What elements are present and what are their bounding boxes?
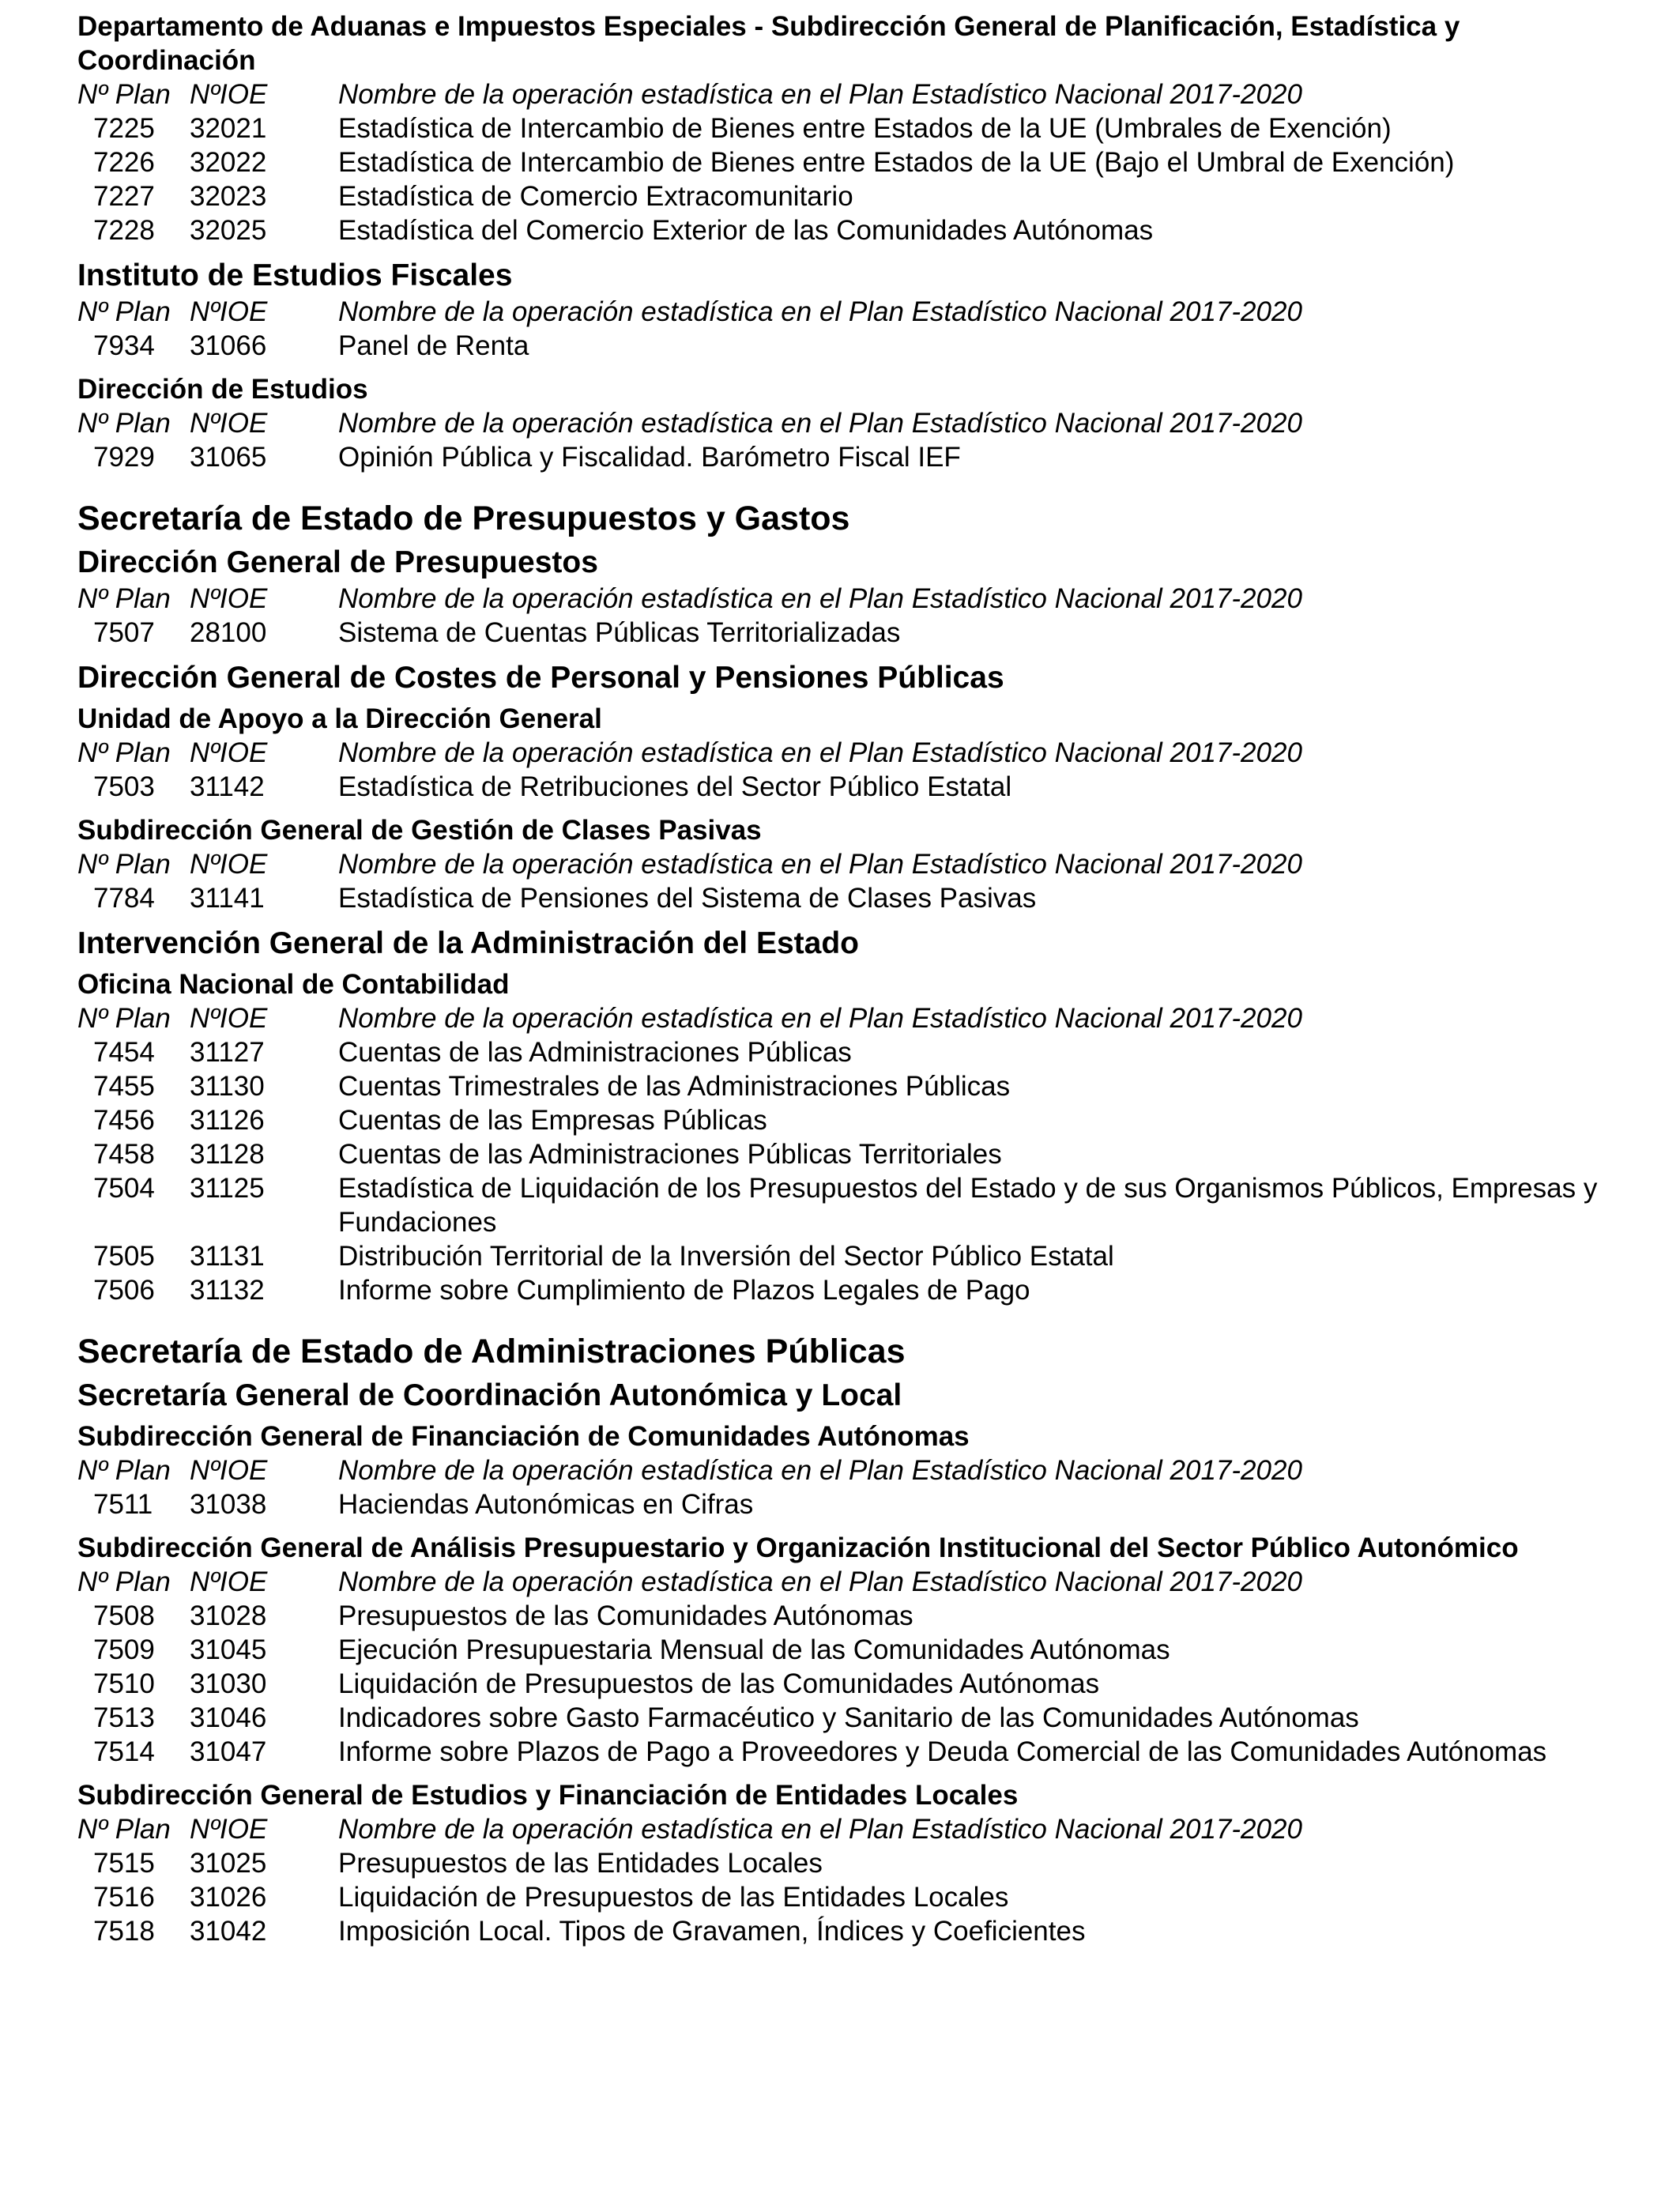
column-header-row xyxy=(77,1565,1626,1599)
ioe-number: 31038 xyxy=(190,1489,267,1520)
table-row xyxy=(77,1137,1626,1171)
ioe-number: 31025 xyxy=(190,1848,267,1879)
plan-number: 7515 xyxy=(93,1848,155,1879)
operation-name: Panel de Renta xyxy=(338,330,529,361)
operations-table xyxy=(77,1001,1626,1307)
table-row xyxy=(77,1846,1626,1880)
operation-name: Estadística de Liquidación de los Presupuestos del Estado y de sus Organismos Públicos, Empresas y Fundaciones xyxy=(338,1173,1598,1238)
table-row xyxy=(77,1487,1626,1521)
operations-table xyxy=(77,847,1626,915)
column-header-name: Nombre de la operación estadística en el Plan Estadístico Nacional 2017-2020 xyxy=(338,79,1302,110)
operation-name: Estadística de Pensiones del Sistema de Clases Pasivas xyxy=(338,883,1037,914)
plan-number: 7511 xyxy=(93,1489,153,1520)
ioe-number: 28100 xyxy=(190,617,267,648)
operation-name: Presupuestos de las Entidades Locales xyxy=(338,1848,823,1879)
operation-name: Ejecución Presupuestaria Mensual de las Comunidades Autónomas xyxy=(338,1634,1170,1665)
table-row xyxy=(77,1069,1626,1103)
ioe-number: 31126 xyxy=(190,1105,265,1136)
operations-table xyxy=(77,736,1626,804)
table-row xyxy=(77,1701,1626,1735)
column-header-name: Nombre de la operación estadística en el Plan Estadístico Nacional 2017-2020 xyxy=(338,1455,1302,1486)
table-row xyxy=(77,1914,1626,1948)
operation-name: Cuentas de las Empresas Públicas xyxy=(338,1105,767,1136)
section-heading-level-2: Dirección General de Costes de Personal y Pensiones Públicas xyxy=(77,661,1004,695)
operation-name: Opinión Pública y Fiscalidad. Barómetro Fiscal IEF xyxy=(338,442,961,473)
ioe-number: 31130 xyxy=(190,1071,265,1102)
column-header-row xyxy=(77,1001,1626,1035)
section-heading-level-2: Instituto de Estudios Fiscales xyxy=(77,258,513,292)
section-heading-level-3: Dirección de Estudios xyxy=(77,374,368,405)
operations-table xyxy=(77,295,1626,363)
operations-table xyxy=(77,406,1626,474)
plan-number: 7518 xyxy=(93,1916,155,1947)
ioe-number: 32022 xyxy=(190,147,267,178)
column-header-ioe: NºIOE xyxy=(190,296,268,327)
ioe-number: 31132 xyxy=(190,1275,265,1306)
plan-number: 7505 xyxy=(93,1241,155,1272)
operation-name: Cuentas de las Administraciones Públicas Territoriales xyxy=(338,1139,1002,1170)
plan-number: 7934 xyxy=(93,330,155,361)
column-header-ioe: NºIOE xyxy=(190,1455,268,1486)
operations-table xyxy=(77,582,1626,650)
column-header-name: Nombre de la operación estadística en el Plan Estadístico Nacional 2017-2020 xyxy=(338,849,1302,880)
column-header-row xyxy=(77,736,1626,770)
operation-name: Liquidación de Presupuestos de las Entidades Locales xyxy=(338,1882,1009,1913)
table-row xyxy=(77,881,1626,915)
column-header-ioe: NºIOE xyxy=(190,849,268,880)
plan-number: 7504 xyxy=(93,1173,155,1204)
column-header-row xyxy=(77,295,1626,329)
ioe-number: 32021 xyxy=(190,113,267,144)
column-header-row xyxy=(77,847,1626,881)
column-header-ioe: NºIOE xyxy=(190,737,268,768)
ioe-number: 31046 xyxy=(190,1702,267,1733)
operation-name: Cuentas Trimestrales de las Administraciones Públicas xyxy=(338,1071,1011,1102)
ioe-number: 31042 xyxy=(190,1916,267,1947)
table-row xyxy=(77,1633,1626,1667)
operation-name: Informe sobre Cumplimiento de Plazos Legales de Pago xyxy=(338,1275,1030,1306)
column-header-plan: Nº Plan xyxy=(77,408,171,439)
ioe-number: 31028 xyxy=(190,1600,267,1631)
column-header-plan: Nº Plan xyxy=(77,1455,171,1486)
section-heading-level-3: Unidad de Apoyo a la Dirección General xyxy=(77,703,602,734)
column-header-row xyxy=(77,406,1626,440)
column-header-plan: Nº Plan xyxy=(77,583,171,614)
plan-number: 7508 xyxy=(93,1600,155,1631)
operations-table xyxy=(77,77,1626,247)
column-header-name: Nombre de la operación estadística en el Plan Estadístico Nacional 2017-2020 xyxy=(338,296,1302,327)
column-header-plan: Nº Plan xyxy=(77,737,171,768)
table-row xyxy=(77,213,1626,247)
column-header-name: Nombre de la operación estadística en el Plan Estadístico Nacional 2017-2020 xyxy=(338,408,1302,439)
section-heading-level-3: Subdirección General de Análisis Presupuestario y Organización Institucional del Sector Público Autonómico xyxy=(77,1532,1519,1563)
ioe-number: 31065 xyxy=(190,442,267,473)
operation-name: Informe sobre Plazos de Pago a Proveedores y Deuda Comercial de las Comunidades Autónomas xyxy=(338,1736,1547,1767)
operation-name: Distribución Territorial de la Inversión del Sector Público Estatal xyxy=(338,1241,1114,1272)
column-header-plan: Nº Plan xyxy=(77,849,171,880)
operation-name: Indicadores sobre Gasto Farmacéutico y Sanitario de las Comunidades Autónomas xyxy=(338,1702,1359,1733)
operations-table xyxy=(77,1812,1626,1948)
column-header-plan: Nº Plan xyxy=(77,1814,171,1845)
plan-number: 7227 xyxy=(93,181,155,212)
document-page xyxy=(77,9,1626,1948)
table-row xyxy=(77,1273,1626,1307)
operation-name: Imposición Local. Tipos de Gravamen, Índices y Coeficientes xyxy=(338,1916,1086,1947)
column-header-row xyxy=(77,1812,1626,1846)
table-row xyxy=(77,1667,1626,1701)
table-row xyxy=(77,616,1626,650)
operations-table xyxy=(77,1565,1626,1769)
column-header-row xyxy=(77,1453,1626,1487)
plan-number: 7225 xyxy=(93,113,155,144)
ioe-number: 31026 xyxy=(190,1882,267,1913)
plan-number: 7506 xyxy=(93,1275,155,1306)
ioe-number: 31045 xyxy=(190,1634,267,1665)
plan-number: 7454 xyxy=(93,1037,155,1068)
ioe-number: 31030 xyxy=(190,1668,267,1699)
column-header-plan: Nº Plan xyxy=(77,296,171,327)
operation-name: Sistema de Cuentas Públicas Territorializadas xyxy=(338,617,901,648)
column-header-ioe: NºIOE xyxy=(190,1814,268,1845)
plan-number: 7784 xyxy=(93,883,155,914)
section-heading-level-3: Subdirección General de Gestión de Clases Pasivas xyxy=(77,815,762,846)
section-heading-level-1: Secretaría de Estado de Presupuestos y Gastos xyxy=(77,499,850,537)
column-header-ioe: NºIOE xyxy=(190,79,268,110)
plan-number: 7516 xyxy=(93,1882,155,1913)
ioe-number: 31127 xyxy=(190,1037,265,1068)
table-row xyxy=(77,1599,1626,1633)
ioe-number: 31142 xyxy=(190,771,265,802)
column-header-ioe: NºIOE xyxy=(190,408,268,439)
ioe-number: 31125 xyxy=(190,1173,265,1204)
operations-table xyxy=(77,1453,1626,1521)
plan-number: 7513 xyxy=(93,1702,155,1733)
column-header-row xyxy=(77,582,1626,616)
plan-number: 7228 xyxy=(93,215,155,246)
ioe-number: 32025 xyxy=(190,215,267,246)
table-row xyxy=(77,329,1626,363)
table-row xyxy=(77,1735,1626,1769)
table-row xyxy=(77,1880,1626,1914)
table-row xyxy=(77,111,1626,145)
operation-name: Liquidación de Presupuestos de las Comunidades Autónomas xyxy=(338,1668,1100,1699)
column-header-name: Nombre de la operación estadística en el Plan Estadístico Nacional 2017-2020 xyxy=(338,1566,1302,1597)
section-heading-level-2: Secretaría General de Coordinación Autonómica y Local xyxy=(77,1378,902,1412)
operation-name: Estadística de Retribuciones del Sector Público Estatal xyxy=(338,771,1012,802)
table-row xyxy=(77,1035,1626,1069)
ioe-number: 31066 xyxy=(190,330,267,361)
column-header-plan: Nº Plan xyxy=(77,1003,171,1034)
table-row xyxy=(77,145,1626,179)
plan-number: 7458 xyxy=(93,1139,155,1170)
operation-name: Presupuestos de las Comunidades Autónomas xyxy=(338,1600,913,1631)
section-heading-level-3: Departamento de Aduanas e Impuestos Especiales - Subdirección General de Planificación, Estadística y Coordinación xyxy=(77,11,1460,76)
ioe-number: 31128 xyxy=(190,1139,265,1170)
table-row xyxy=(77,1171,1626,1239)
section-heading-level-2: Dirección General de Presupuestos xyxy=(77,545,598,579)
table-row xyxy=(77,1239,1626,1273)
column-header-ioe: NºIOE xyxy=(190,1003,268,1034)
column-header-name: Nombre de la operación estadística en el Plan Estadístico Nacional 2017-2020 xyxy=(338,1814,1302,1845)
ioe-number: 31047 xyxy=(190,1736,267,1767)
column-header-name: Nombre de la operación estadística en el Plan Estadístico Nacional 2017-2020 xyxy=(338,737,1302,768)
operation-name: Haciendas Autonómicas en Cifras xyxy=(338,1489,754,1520)
table-row xyxy=(77,440,1626,474)
column-header-plan: Nº Plan xyxy=(77,1566,171,1597)
operation-name: Estadística del Comercio Exterior de las Comunidades Autónomas xyxy=(338,215,1154,246)
plan-number: 7455 xyxy=(93,1071,155,1102)
section-heading-level-2: Intervención General de la Administración del Estado xyxy=(77,926,859,960)
plan-number: 7503 xyxy=(93,771,155,802)
plan-number: 7456 xyxy=(93,1105,155,1136)
plan-number: 7226 xyxy=(93,147,155,178)
ioe-number: 32023 xyxy=(190,181,267,212)
section-heading-level-1: Secretaría de Estado de Administraciones Públicas xyxy=(77,1333,906,1370)
table-row xyxy=(77,1103,1626,1137)
ioe-number: 31141 xyxy=(190,883,265,914)
operation-name: Estadística de Intercambio de Bienes entre Estados de la UE (Bajo el Umbral de Exención) xyxy=(338,147,1455,178)
column-header-name: Nombre de la operación estadística en el Plan Estadístico Nacional 2017-2020 xyxy=(338,1003,1302,1034)
column-header-plan: Nº Plan xyxy=(77,79,171,110)
column-header-name: Nombre de la operación estadística en el Plan Estadístico Nacional 2017-2020 xyxy=(338,583,1302,614)
operation-name: Cuentas de las Administraciones Públicas xyxy=(338,1037,852,1068)
operation-name: Estadística de Comercio Extracomunitario xyxy=(338,181,853,212)
table-row xyxy=(77,770,1626,804)
plan-number: 7510 xyxy=(93,1668,155,1699)
ioe-number: 31131 xyxy=(190,1241,265,1272)
section-heading-level-3: Subdirección General de Financiación de Comunidades Autónomas xyxy=(77,1421,970,1452)
section-heading-level-3: Oficina Nacional de Contabilidad xyxy=(77,969,510,1000)
plan-number: 7509 xyxy=(93,1634,155,1665)
column-header-ioe: NºIOE xyxy=(190,583,268,614)
operation-name: Estadística de Intercambio de Bienes entre Estados de la UE (Umbrales de Exención) xyxy=(338,113,1392,144)
column-header-ioe: NºIOE xyxy=(190,1566,268,1597)
column-header-row xyxy=(77,77,1626,111)
plan-number: 7929 xyxy=(93,442,155,473)
plan-number: 7514 xyxy=(93,1736,155,1767)
section-heading-level-3: Subdirección General de Estudios y Financiación de Entidades Locales xyxy=(77,1780,1019,1811)
table-row xyxy=(77,179,1626,213)
plan-number: 7507 xyxy=(93,617,155,648)
